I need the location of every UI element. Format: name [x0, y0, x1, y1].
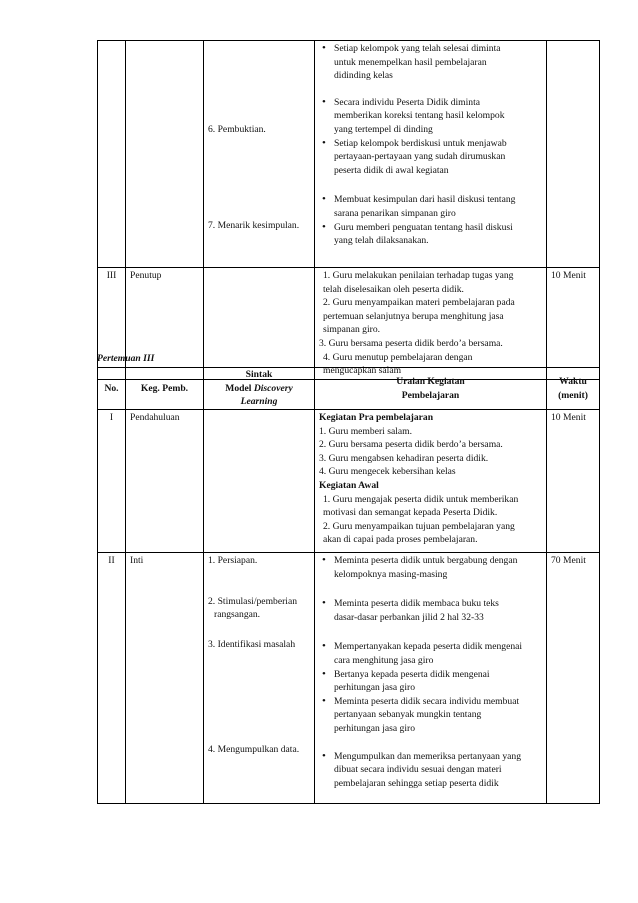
cell-no [98, 41, 126, 268]
cell-uraian [315, 410, 547, 553]
cell-waktu [547, 41, 600, 268]
cell-keg [126, 41, 204, 268]
cell-waktu: 70 Menit [547, 553, 600, 804]
sintaks-step-3: 3. Identifikasi masalah [208, 638, 296, 650]
header-no: No. [98, 368, 126, 410]
list-item: 2. Guru menyampaikan materi pembelajaran pada pertemuan selanjutnya berupa menghitung jasa simpanan giro. [323, 297, 515, 336]
list-item: • Secara individu Peserta Didik diminta memberikan koreksi tentang hasil kelompok yang tertempel di dinding [319, 96, 542, 137]
cell-uraian [315, 553, 547, 804]
list-item: • Guru memberi penguatan tentang hasil diskusi yang telah dilaksanakan. [319, 221, 542, 248]
list-item: • Setiap kelompok berdiskusi untuk menjawab pertayaan-pertayaan yang sudah dirumuskan peserta didik di awal kegiatan [319, 137, 542, 178]
cell-sintaks [204, 41, 315, 268]
section-heading: Kegiatan Pra pembelajaran [319, 412, 434, 423]
cell-uraian [315, 268, 547, 380]
list-item: 4. Guru mengecek kebersihan kelas [319, 466, 456, 478]
cell-sintaks [204, 553, 315, 804]
table-header-row [98, 368, 600, 410]
list-item: • Meminta peserta didik membaca buku teks dasar-dasar perbankan jilid 2 hal 32-33 [319, 597, 542, 624]
list-item: 4. Guru menutup pembelajaran dengan mengucapkan salam [323, 351, 473, 377]
header-keg: Keg. Pemb. [126, 368, 204, 410]
meeting-label: Pertemuan III [97, 353, 155, 364]
lesson-table-continued [97, 40, 600, 380]
lesson-table-meeting-3 [97, 367, 600, 804]
cell-sintaks [204, 410, 315, 553]
list-item: 1. Guru mengajak peserta didik untuk memberikan motivasi dan semangat kepada Peserta Didik. [323, 493, 519, 519]
sintaks-step-4: 4. Mengumpulkan data. [208, 744, 300, 756]
cell-keg: Penutup [126, 268, 204, 380]
sintaks-step-6: 6. Pembuktian. [208, 124, 266, 135]
sintaks-step-1: 1. Persiapan. [208, 555, 258, 566]
list-item: • Meminta peserta didik secara individu membuat pertanyaan sebanyak mungkin tentang perhitungan jasa giro [319, 695, 542, 736]
header-waktu: Waktu (menit) [547, 368, 600, 410]
cell-waktu: 10 Menit [547, 268, 600, 380]
cell-no: III [98, 268, 126, 380]
cell-keg: Inti [126, 553, 204, 804]
cell-keg: Pendahuluan [126, 410, 204, 553]
list-item: 1. Guru memberi salam. [319, 425, 412, 437]
table-row-inti [98, 553, 600, 804]
header-uraian: Uraian Kegiatan Pembelajaran [315, 368, 547, 410]
cell-sintaks [204, 268, 315, 380]
table-row-pendahuluan [98, 410, 600, 553]
cell-no: I [98, 410, 126, 553]
cell-no: II [98, 553, 126, 804]
list-item: • Membuat kesimpulan dari hasil diskusi tentang sarana penarikan simpanan giro [319, 193, 542, 220]
table-row-inti-continued [98, 41, 600, 268]
table-row-penutup [98, 268, 600, 380]
list-item: • Meminta peserta didik untuk bergabung dengan kelompoknya masing-masing [319, 554, 542, 581]
list-item: 3. Guru mengabsen kehadiran peserta didik. [319, 452, 489, 464]
list-item: • Bertanya kepada peserta didik mengenai perhitungan jasa giro [319, 668, 542, 695]
cell-waktu: 10 Menit [547, 410, 600, 553]
header-sintak: Sintak Model Discovery Learning [204, 368, 315, 410]
cell-uraian [315, 41, 547, 268]
sintaks-step-2: 2. Stimulasi/pemberian rangsangan. [208, 595, 297, 621]
sintaks-step-7: 7. Menarik kesimpulan. [208, 219, 300, 231]
list-item: • Mempertanyakan kepada peserta didik mengenai cara menghitung jasa giro [319, 640, 542, 667]
list-item: 3. Guru bersama peserta didik berdo’a bersama. [319, 337, 503, 349]
list-item: 2. Guru bersama peserta didik berdo’a bersama. [319, 439, 503, 451]
list-item: 2. Guru menyampaikan tujuan pembelajaran yang akan di capai pada proses pembelajaran. [323, 520, 515, 546]
list-item: 1. Guru melakukan penilaian terhadap tugas yang telah diselesaikan oleh peserta didik. [323, 270, 514, 295]
list-item: • Setiap kelompok yang telah selesai diminta untuk menempelkan hasil pembelajaran didinding kelas [319, 42, 542, 83]
list-item: • Mengumpulkan dan memeriksa pertanyaan yang dibuat secara individu sesuai dengan materi pembelajaran sehingga setiap peserta didik [319, 750, 542, 791]
section-heading: Kegiatan Awal [319, 479, 379, 491]
